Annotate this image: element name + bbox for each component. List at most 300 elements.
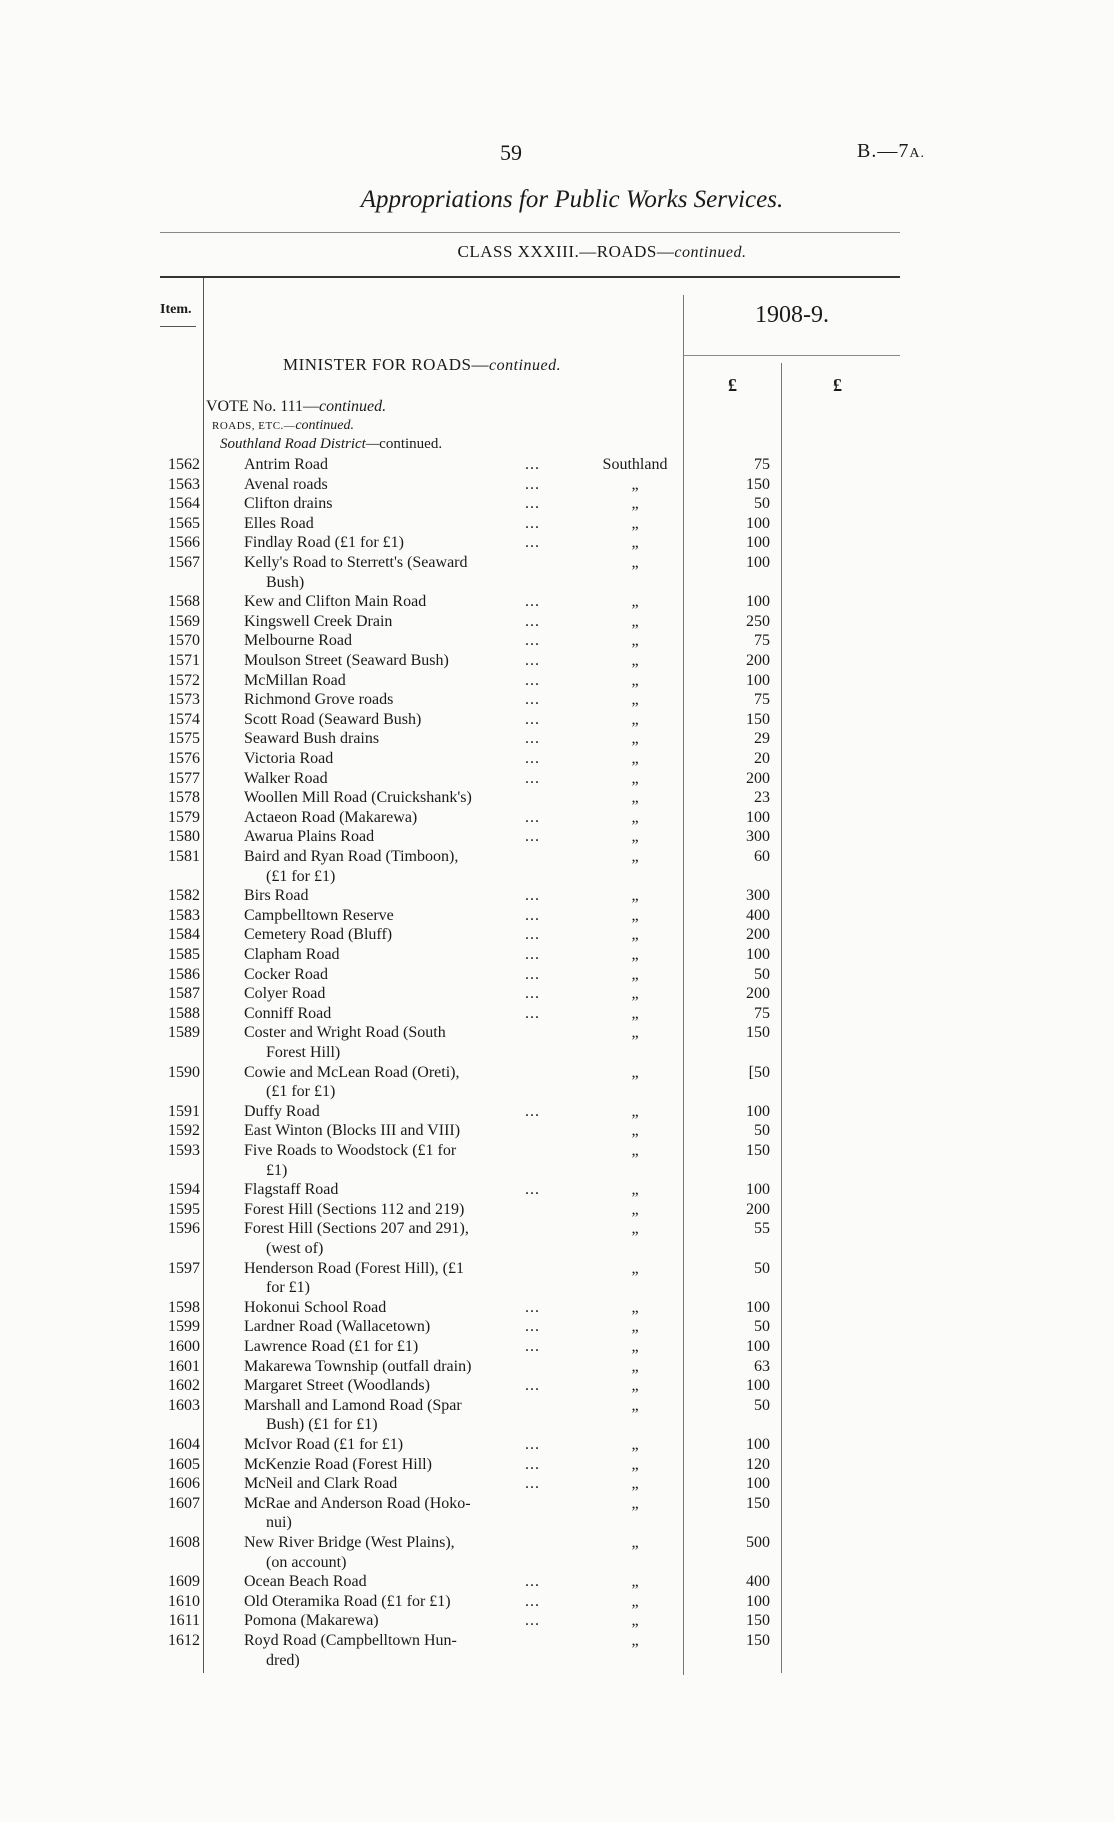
item-number: 1585	[168, 946, 200, 963]
item-number: 1570	[168, 632, 200, 650]
leader-dots: ...	[525, 632, 540, 650]
leader-dots: ...	[525, 1436, 540, 1453]
item-description	[244, 1337, 544, 1357]
item-description	[244, 749, 544, 769]
amount: 100	[746, 1181, 770, 1199]
description-line: Woollen Mill Road (Cruickshank's)	[244, 789, 472, 807]
description-continuation: £1)	[266, 1161, 288, 1179]
item-number: 1567	[168, 554, 200, 571]
amount: 75	[754, 1004, 770, 1022]
item-description	[244, 553, 544, 592]
roads-subheading-main: ROADS, ETC.—	[212, 420, 296, 432]
amount: 500	[746, 1534, 770, 1551]
item-number: 1598	[168, 1298, 200, 1316]
electorate: „	[631, 691, 639, 709]
leader-dots: ...	[525, 475, 540, 493]
electorate: „	[631, 1377, 639, 1395]
item-description	[244, 1200, 544, 1220]
leader-dots: ...	[525, 1475, 540, 1493]
description-line: Walker Road	[244, 769, 328, 787]
class-heading-continued: continued.	[674, 244, 747, 261]
leader-dots: ...	[525, 652, 540, 669]
description-continuation: dred)	[266, 1651, 300, 1669]
amount: 150	[746, 1024, 770, 1042]
description-line: Scott Road (Seaward Bush)	[244, 710, 422, 728]
description-continuation: Bush) (£1 for £1)	[266, 1416, 378, 1434]
amount: 50	[754, 1259, 770, 1277]
description-line: Findlay Road (£1 for £1)	[244, 534, 404, 552]
leader-dots: ...	[525, 514, 540, 532]
leader-dots: ...	[525, 1612, 540, 1630]
amount: 23	[754, 789, 770, 807]
amount: 100	[746, 1592, 770, 1610]
electorate: „	[631, 612, 639, 630]
item-number: 1591	[168, 1102, 200, 1120]
item-number: 1580	[168, 828, 200, 846]
item-number: 1587	[168, 985, 200, 1003]
minister-heading-continued: continued.	[488, 357, 562, 374]
amount: 50	[754, 1396, 770, 1414]
item-description	[244, 1141, 544, 1180]
pound-column-divider	[781, 363, 782, 1673]
leader-dots: ...	[525, 906, 540, 924]
description-line: Ocean Beach Road	[244, 1573, 367, 1591]
item-number: 1599	[168, 1318, 200, 1336]
item-description	[244, 906, 544, 926]
class-heading	[0, 242, 1114, 262]
item-number: 1597	[168, 1259, 200, 1277]
amount: 300	[746, 828, 770, 846]
amount: 75	[754, 691, 770, 709]
item-description	[244, 651, 544, 671]
description-line: Forest Hill (Sections 112 and 219)	[244, 1200, 465, 1218]
item-description	[244, 1533, 544, 1572]
description-line: Marshall and Lamond Road (Spar	[244, 1396, 462, 1414]
item-number: 1586	[168, 965, 200, 983]
item-number: 1600	[168, 1338, 200, 1355]
amount: 300	[746, 887, 770, 905]
item-number: 1577	[168, 769, 200, 787]
electorate: „	[631, 1259, 639, 1277]
item-number: 1581	[168, 848, 200, 865]
item-number: 1603	[168, 1396, 200, 1414]
electorate: „	[631, 1318, 639, 1336]
electorate: „	[631, 887, 639, 905]
description-line: Coster and Wright Road (South	[244, 1024, 446, 1042]
leader-dots: ...	[525, 1102, 540, 1120]
description-line: Old Oteramika Road (£1 for £1)	[244, 1592, 451, 1610]
description-line: Seaward Bush drains	[244, 730, 380, 748]
amount: 100	[746, 671, 770, 689]
leader-dots: ...	[525, 985, 540, 1003]
description-line: McKenzie Road (Forest Hill)	[244, 1455, 432, 1473]
amount: 100	[746, 593, 770, 611]
amount: 150	[746, 1612, 770, 1630]
amount: 100	[746, 1377, 770, 1395]
description-line: East Winton (Blocks III and VIII)	[244, 1122, 461, 1140]
item-description	[244, 533, 544, 553]
pound-sign-column-2: £	[833, 375, 842, 395]
description-line: Avenal roads	[244, 475, 328, 493]
amount: 100	[746, 1436, 770, 1453]
leader-dots: ...	[525, 534, 540, 552]
electorate: „	[631, 1612, 639, 1630]
document-reference	[857, 140, 925, 163]
item-description	[244, 1219, 544, 1258]
item-number: 1575	[168, 730, 200, 748]
description-line: Victoria Road	[244, 750, 334, 767]
electorate: „	[631, 965, 639, 983]
electorate: „	[631, 554, 639, 571]
description-continuation: Bush)	[266, 573, 305, 591]
description-line: Elles Road	[244, 514, 314, 532]
amount: 250	[746, 612, 770, 630]
electorate: „	[631, 671, 639, 689]
item-description	[244, 1121, 544, 1141]
description-line: Pomona (Makarewa)	[244, 1612, 379, 1630]
description-line: Cemetery Road (Bluff)	[244, 926, 393, 944]
description-line: Cowie and McLean Road (Oreti),	[244, 1063, 460, 1081]
electorate: „	[631, 1573, 639, 1591]
amount: 150	[746, 475, 770, 493]
electorate: „	[631, 848, 639, 865]
item-number: 1593	[168, 1142, 200, 1159]
leader-dots: ...	[525, 1592, 540, 1610]
amount: 150	[746, 1632, 770, 1649]
amount: 100	[746, 534, 770, 552]
item-number: 1596	[168, 1220, 200, 1238]
amount: 100	[746, 1475, 770, 1493]
description-line: Colyer Road	[244, 985, 326, 1003]
item-description	[244, 1357, 544, 1377]
page-number: 59	[500, 140, 522, 165]
item-description	[244, 494, 544, 514]
amount: 100	[746, 1102, 770, 1120]
amount: 75	[754, 456, 770, 473]
leader-dots: ...	[525, 1573, 540, 1591]
description-line: Richmond Grove roads	[244, 691, 394, 709]
description-line: Forest Hill (Sections 207 and 291),	[244, 1220, 469, 1238]
item-number: 1583	[168, 906, 200, 924]
electorate: „	[631, 1436, 639, 1453]
leader-dots: ...	[525, 750, 540, 767]
item-number: 1605	[168, 1455, 200, 1473]
item-number: 1573	[168, 691, 200, 709]
electorate: „	[631, 1063, 639, 1081]
item-description	[244, 1592, 544, 1612]
vote-heading-continued: continued.	[319, 398, 387, 415]
amount: 200	[746, 769, 770, 787]
item-number: 1595	[168, 1200, 200, 1218]
amount: 100	[746, 808, 770, 826]
item-number: 1584	[168, 926, 200, 944]
item-number: 1563	[168, 475, 200, 493]
item-number: 1576	[168, 750, 200, 767]
item-column-header: Item.	[160, 302, 192, 317]
description-line: Birs Road	[244, 887, 309, 905]
item-description	[244, 1063, 544, 1102]
item-description	[244, 827, 544, 847]
item-number: 1607	[168, 1494, 200, 1512]
item-description	[244, 1474, 544, 1494]
description-line: Flagstaff Road	[244, 1181, 339, 1199]
item-description	[244, 1376, 544, 1396]
item-description	[244, 925, 544, 945]
item-description	[244, 1317, 544, 1337]
amount: 20	[754, 750, 770, 767]
leader-dots: ...	[525, 671, 540, 689]
leader-dots: ...	[525, 710, 540, 728]
electorate: „	[631, 1592, 639, 1610]
doc-ref-suffix: A.	[909, 146, 925, 161]
leader-dots: ...	[525, 1004, 540, 1022]
minister-heading	[283, 355, 561, 375]
description-line: Moulson Street (Seaward Bush)	[244, 652, 449, 669]
leader-dots: ...	[525, 1298, 540, 1316]
description-line: Kelly's Road to Sterrett's (Seaward	[244, 554, 468, 571]
description-line: Kingswell Creek Drain	[244, 612, 393, 630]
amount: 50	[754, 1122, 770, 1140]
description-line: Awarua Plains Road	[244, 828, 375, 846]
amount: 150	[746, 710, 770, 728]
electorate: „	[631, 1220, 639, 1238]
amount: 50	[754, 1318, 770, 1336]
item-number: 1592	[168, 1122, 200, 1140]
leader-dots: ...	[525, 769, 540, 787]
item-description	[244, 945, 544, 965]
description-line: Antrim Road	[244, 456, 328, 473]
item-description	[244, 1572, 544, 1592]
item-number: 1588	[168, 1004, 200, 1022]
item-header-underline	[160, 326, 196, 327]
electorate: „	[631, 1396, 639, 1414]
leader-dots: ...	[525, 1181, 540, 1199]
item-description	[244, 671, 544, 691]
amount: 50	[754, 965, 770, 983]
description-line: Kew and Clifton Main Road	[244, 593, 427, 611]
item-number: 1601	[168, 1357, 200, 1375]
item-description	[244, 631, 544, 651]
description-line: New River Bridge (West Plains),	[244, 1534, 455, 1551]
minister-heading-main: MINISTER FOR ROADS—	[283, 355, 489, 374]
description-line: Clapham Road	[244, 946, 340, 963]
description-line: Henderson Road (Forest Hill), (£1	[244, 1259, 464, 1277]
electorate: „	[631, 652, 639, 669]
item-description	[244, 690, 544, 710]
vote-heading	[206, 398, 386, 416]
item-number: 1572	[168, 671, 200, 689]
doc-ref-main: B.—7	[857, 140, 910, 162]
item-description	[244, 1435, 544, 1455]
table-top-rule	[160, 276, 900, 278]
description-line: Lardner Road (Wallacetown)	[244, 1318, 431, 1336]
amount: 200	[746, 1200, 770, 1218]
item-description	[244, 984, 544, 1004]
description-continuation: (£1 for £1)	[266, 1083, 336, 1101]
electorate: „	[631, 1494, 639, 1512]
leader-dots: ...	[525, 593, 540, 611]
item-number: 1594	[168, 1181, 200, 1199]
item-number: 1602	[168, 1377, 200, 1395]
amount: 50	[754, 495, 770, 513]
amount: 55	[754, 1220, 770, 1238]
description-line: Clifton drains	[244, 495, 333, 513]
electorate: „	[631, 985, 639, 1003]
item-description	[244, 1180, 544, 1200]
description-line: McMillan Road	[244, 671, 346, 689]
item-description	[244, 1631, 544, 1670]
item-description	[244, 1259, 544, 1298]
description-line: Melbourne Road	[244, 632, 352, 650]
item-number: 1571	[168, 652, 200, 669]
electorate: „	[631, 1181, 639, 1199]
amount: 120	[746, 1455, 770, 1473]
description-continuation: for £1)	[266, 1279, 310, 1297]
description-line: Makarewa Township (outfall drain)	[244, 1357, 472, 1375]
leader-dots: ...	[525, 456, 540, 473]
leader-dots: ...	[525, 828, 540, 846]
electorate: „	[631, 769, 639, 787]
item-description	[244, 1611, 544, 1631]
leader-dots: ...	[525, 730, 540, 748]
leader-dots: ...	[525, 887, 540, 905]
leader-dots: ...	[525, 1377, 540, 1395]
description-line: Hokonui School Road	[244, 1298, 387, 1316]
district-heading	[220, 436, 442, 453]
item-number: 1562	[168, 456, 200, 473]
description-continuation: (west of)	[266, 1239, 324, 1257]
electorate: „	[631, 1357, 639, 1375]
amount: 100	[746, 514, 770, 532]
amount: 100	[746, 554, 770, 571]
item-column-divider	[203, 278, 204, 1673]
description-continuation: Forest Hill)	[266, 1043, 341, 1061]
item-number: 1565	[168, 514, 200, 532]
leader-dots: ...	[525, 926, 540, 944]
electorate: „	[631, 514, 639, 532]
item-description	[244, 1004, 544, 1024]
electorate: „	[631, 534, 639, 552]
amount: 150	[746, 1142, 770, 1159]
item-number: 1589	[168, 1024, 200, 1042]
item-number: 1564	[168, 495, 200, 513]
electorate: „	[631, 808, 639, 826]
amount: 63	[754, 1357, 770, 1375]
leader-dots: ...	[525, 965, 540, 983]
amount: 400	[746, 906, 770, 924]
electorate: „	[631, 1200, 639, 1218]
electorate: „	[631, 946, 639, 963]
description-line: Campbelltown Reserve	[244, 906, 394, 924]
item-description	[244, 1102, 544, 1122]
amount: [50	[748, 1063, 770, 1081]
leader-dots: ...	[525, 946, 540, 963]
description-line: Five Roads to Woodstock (£1 for	[244, 1142, 457, 1159]
electorate: „	[631, 1338, 639, 1355]
leader-dots: ...	[525, 1318, 540, 1336]
electorate: Southland	[602, 456, 668, 473]
item-description	[244, 847, 544, 886]
item-number: 1566	[168, 534, 200, 552]
item-description	[244, 710, 544, 730]
item-description	[244, 1298, 544, 1318]
description-line: McRae and Anderson Road (Hoko-	[244, 1494, 471, 1512]
leader-dots: ...	[525, 1455, 540, 1473]
title-rule	[160, 232, 900, 233]
description-continuation: (on account)	[266, 1553, 347, 1571]
item-number: 1579	[168, 808, 200, 826]
leader-dots: ...	[525, 691, 540, 709]
item-description	[244, 808, 544, 828]
item-description	[244, 1396, 544, 1435]
item-number: 1612	[168, 1632, 200, 1649]
amount: 100	[746, 1298, 770, 1316]
item-number: 1604	[168, 1436, 200, 1453]
description-line: Conniff Road	[244, 1004, 332, 1022]
item-description	[244, 1455, 544, 1475]
amount: 150	[746, 1494, 770, 1512]
item-number: 1569	[168, 612, 200, 630]
leader-dots: ...	[525, 495, 540, 513]
electorate: „	[631, 710, 639, 728]
item-number: 1574	[168, 710, 200, 728]
electorate: „	[631, 1102, 639, 1120]
electorate: „	[631, 475, 639, 493]
electorate: „	[631, 1142, 639, 1159]
leader-dots: ...	[525, 1338, 540, 1355]
electorate: „	[631, 1632, 639, 1649]
item-description	[244, 965, 544, 985]
item-number: 1611	[168, 1612, 200, 1630]
electorate: „	[631, 1024, 639, 1042]
item-number: 1610	[168, 1592, 200, 1610]
roads-subheading	[212, 418, 354, 434]
electorate: „	[631, 828, 639, 846]
leader-dots: ...	[525, 612, 540, 630]
year-header-rule	[683, 355, 900, 356]
electorate: „	[631, 789, 639, 807]
description-line: Lawrence Road (£1 for £1)	[244, 1338, 419, 1355]
item-description	[244, 886, 544, 906]
item-number: 1590	[168, 1063, 200, 1081]
description-line: Actaeon Road (Makarewa)	[244, 808, 418, 826]
electorate: „	[631, 593, 639, 611]
item-number: 1582	[168, 887, 200, 905]
item-description	[244, 729, 544, 749]
page-title: Appropriations for Public Works Services.	[360, 186, 784, 213]
item-number: 1568	[168, 593, 200, 611]
item-description	[244, 612, 544, 632]
leader-dots: ...	[525, 808, 540, 826]
description-continuation: (£1 for £1)	[266, 867, 336, 885]
item-description	[244, 475, 544, 495]
amount: 100	[746, 1338, 770, 1355]
amount: 400	[746, 1573, 770, 1591]
electorate: „	[631, 730, 639, 748]
item-number: 1578	[168, 789, 200, 807]
item-description	[244, 769, 544, 789]
electorate: „	[631, 632, 639, 650]
amount: 75	[754, 632, 770, 650]
electorate: „	[631, 1534, 639, 1551]
electorate: „	[631, 750, 639, 767]
description-line: McNeil and Clark Road	[244, 1475, 398, 1493]
electorate: „	[631, 1004, 639, 1022]
electorate: „	[631, 926, 639, 944]
item-description	[244, 788, 544, 808]
district-heading-name: Southland Road District—	[220, 436, 380, 452]
item-description	[244, 1023, 544, 1062]
